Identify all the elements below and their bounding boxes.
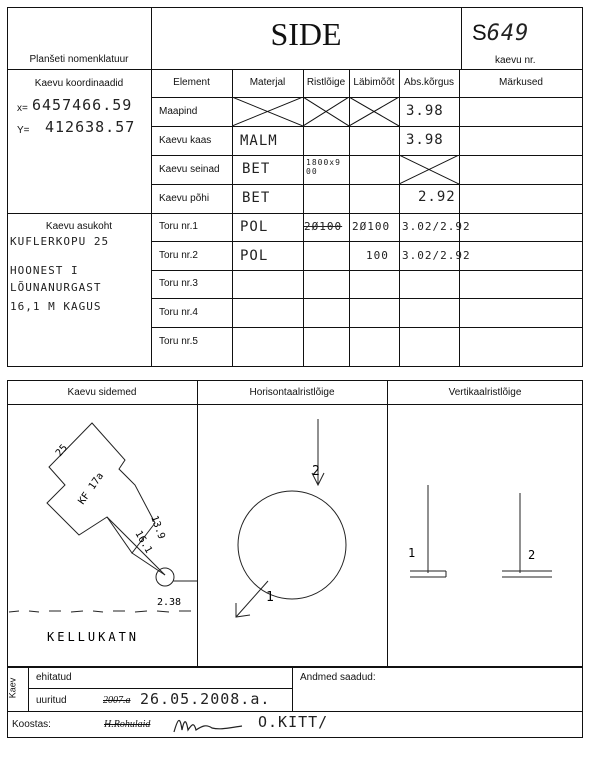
crossed-cell-icon [232, 97, 303, 126]
cell-height: 3.02/2.92 [402, 220, 471, 233]
table-row-element: Toru nr.1 [159, 221, 198, 232]
horizontal-section-label: Horisontaalristlõige [249, 387, 335, 398]
location-line-1: KUFLERKOPU 25 [10, 235, 110, 248]
sketch-distance: 16.1 [132, 529, 154, 556]
divider [7, 213, 151, 214]
nomenclature-label: Planšeti nomenklatuur [29, 54, 129, 65]
divider [151, 155, 583, 156]
well-circle [238, 491, 346, 599]
curb-line [9, 611, 191, 612]
distance-line [132, 553, 165, 575]
vertical-section-drawing [388, 405, 582, 665]
divider [461, 7, 462, 69]
cell-diameter: 100 [366, 249, 389, 262]
divider [151, 270, 583, 271]
cell-material: MALM [240, 133, 278, 149]
pipe-number: 2 [312, 464, 320, 479]
divider [399, 69, 400, 367]
author-name: O.KITT/ [258, 713, 329, 731]
divider [151, 327, 583, 328]
crossed-cell-icon [399, 155, 459, 184]
table-row-element: Kaevu seinad [159, 164, 220, 175]
sketch-distance: 25 [53, 442, 71, 459]
location-line-2: HOONEST I [10, 264, 79, 277]
y-label: Y= [17, 125, 30, 136]
divider [582, 667, 583, 737]
divider [7, 711, 583, 712]
divider [459, 69, 460, 367]
location-line-3: LÕUNANURGAST [10, 281, 102, 294]
cell-height: 3.98 [406, 103, 444, 119]
author-old: H.Rohulaid [104, 719, 151, 730]
cell-material: BET [242, 161, 271, 177]
col-header-abs-height: Abs.kõrgus [403, 77, 455, 88]
built-label: ehitatud [36, 672, 72, 683]
pipe-number: 1 [408, 546, 416, 560]
cell-diameter: 2Ø100 [352, 220, 391, 233]
cell-height: 2.92 [418, 189, 456, 205]
coordinates-label: Kaevu koordinaadid [34, 78, 124, 89]
col-header-material: Materjal [249, 77, 286, 88]
street-name: KELLUKATN [47, 630, 140, 644]
table-row-element: Maapind [159, 106, 198, 117]
cell-height: 3.02/2.92 [402, 249, 471, 262]
divider [7, 737, 583, 738]
data-received-label: Andmed saadud: [300, 672, 376, 683]
well-side-label: Kaev [7, 677, 18, 699]
col-header-diameter: Läbimõõt [353, 77, 395, 88]
divider [151, 184, 583, 185]
well-id-label: kaevu nr. [495, 55, 536, 66]
connections-label: Kaevu sidemed [67, 387, 137, 398]
author-label: Koostas: [12, 719, 51, 730]
sketch-distance: 2.38 [157, 597, 182, 608]
col-header-cross-section: Ristlõige [306, 77, 346, 88]
well-id-number: 649 [486, 21, 530, 46]
table-row-element: Toru nr.2 [159, 250, 198, 261]
table-row-element: Toru nr.5 [159, 336, 198, 347]
well-id [472, 20, 529, 46]
surveyed-label: uuritud [36, 695, 67, 706]
cell-cross-section: 1800x900 [306, 158, 341, 176]
surveyed-date: 26.05.2008.a. [140, 690, 271, 708]
divider [7, 667, 583, 668]
divider [151, 213, 583, 214]
pipe-number: 1 [266, 590, 274, 605]
y-coordinate: 412638.57 [45, 118, 136, 136]
table-row-element: Toru nr.3 [159, 278, 198, 289]
x-label: x= [17, 103, 28, 114]
divider [28, 688, 292, 689]
cell-cross-section: 2Ø100 [304, 220, 343, 233]
location-sketch [7, 405, 197, 665]
location-label: Kaevu asukoht [45, 221, 113, 232]
col-header-element: Element [173, 77, 210, 88]
cell-material: BET [242, 190, 271, 206]
crossed-cell-icon [303, 97, 349, 126]
divider [151, 126, 583, 127]
well-id-prefix: S [472, 20, 487, 45]
pipe-number: 2 [528, 548, 536, 562]
table-row-element: Kaevu põhi [159, 193, 210, 204]
crossed-cell-icon [349, 97, 399, 126]
sketch-building-label: KF 17a [76, 470, 107, 507]
x-coordinate: 6457466.59 [32, 96, 133, 114]
cell-height: 3.98 [406, 132, 444, 148]
table-row-element: Toru nr.4 [159, 307, 198, 318]
vertical-section-label: Vertikaalristlõige [448, 387, 522, 398]
signature-icon [172, 712, 252, 736]
divider [28, 667, 29, 711]
divider [292, 667, 293, 711]
manhole-circle [156, 568, 174, 586]
location-line-4: 16,1 M KAGUS [10, 300, 102, 313]
surveyed-old-date: 2007.a [103, 695, 131, 706]
divider [151, 298, 583, 299]
pipe-arrow [236, 581, 268, 617]
cell-material: POL [240, 248, 269, 264]
table-row-element: Kaevu kaas [159, 135, 212, 146]
col-header-notes: Märkused [499, 77, 543, 88]
divider [151, 7, 152, 367]
page-title: SIDE [270, 16, 342, 52]
cell-material: POL [240, 219, 269, 235]
divider [151, 241, 583, 242]
sketch-distance: 13.9 [148, 514, 167, 541]
horizontal-section-drawing [198, 405, 386, 665]
divider [7, 69, 583, 70]
